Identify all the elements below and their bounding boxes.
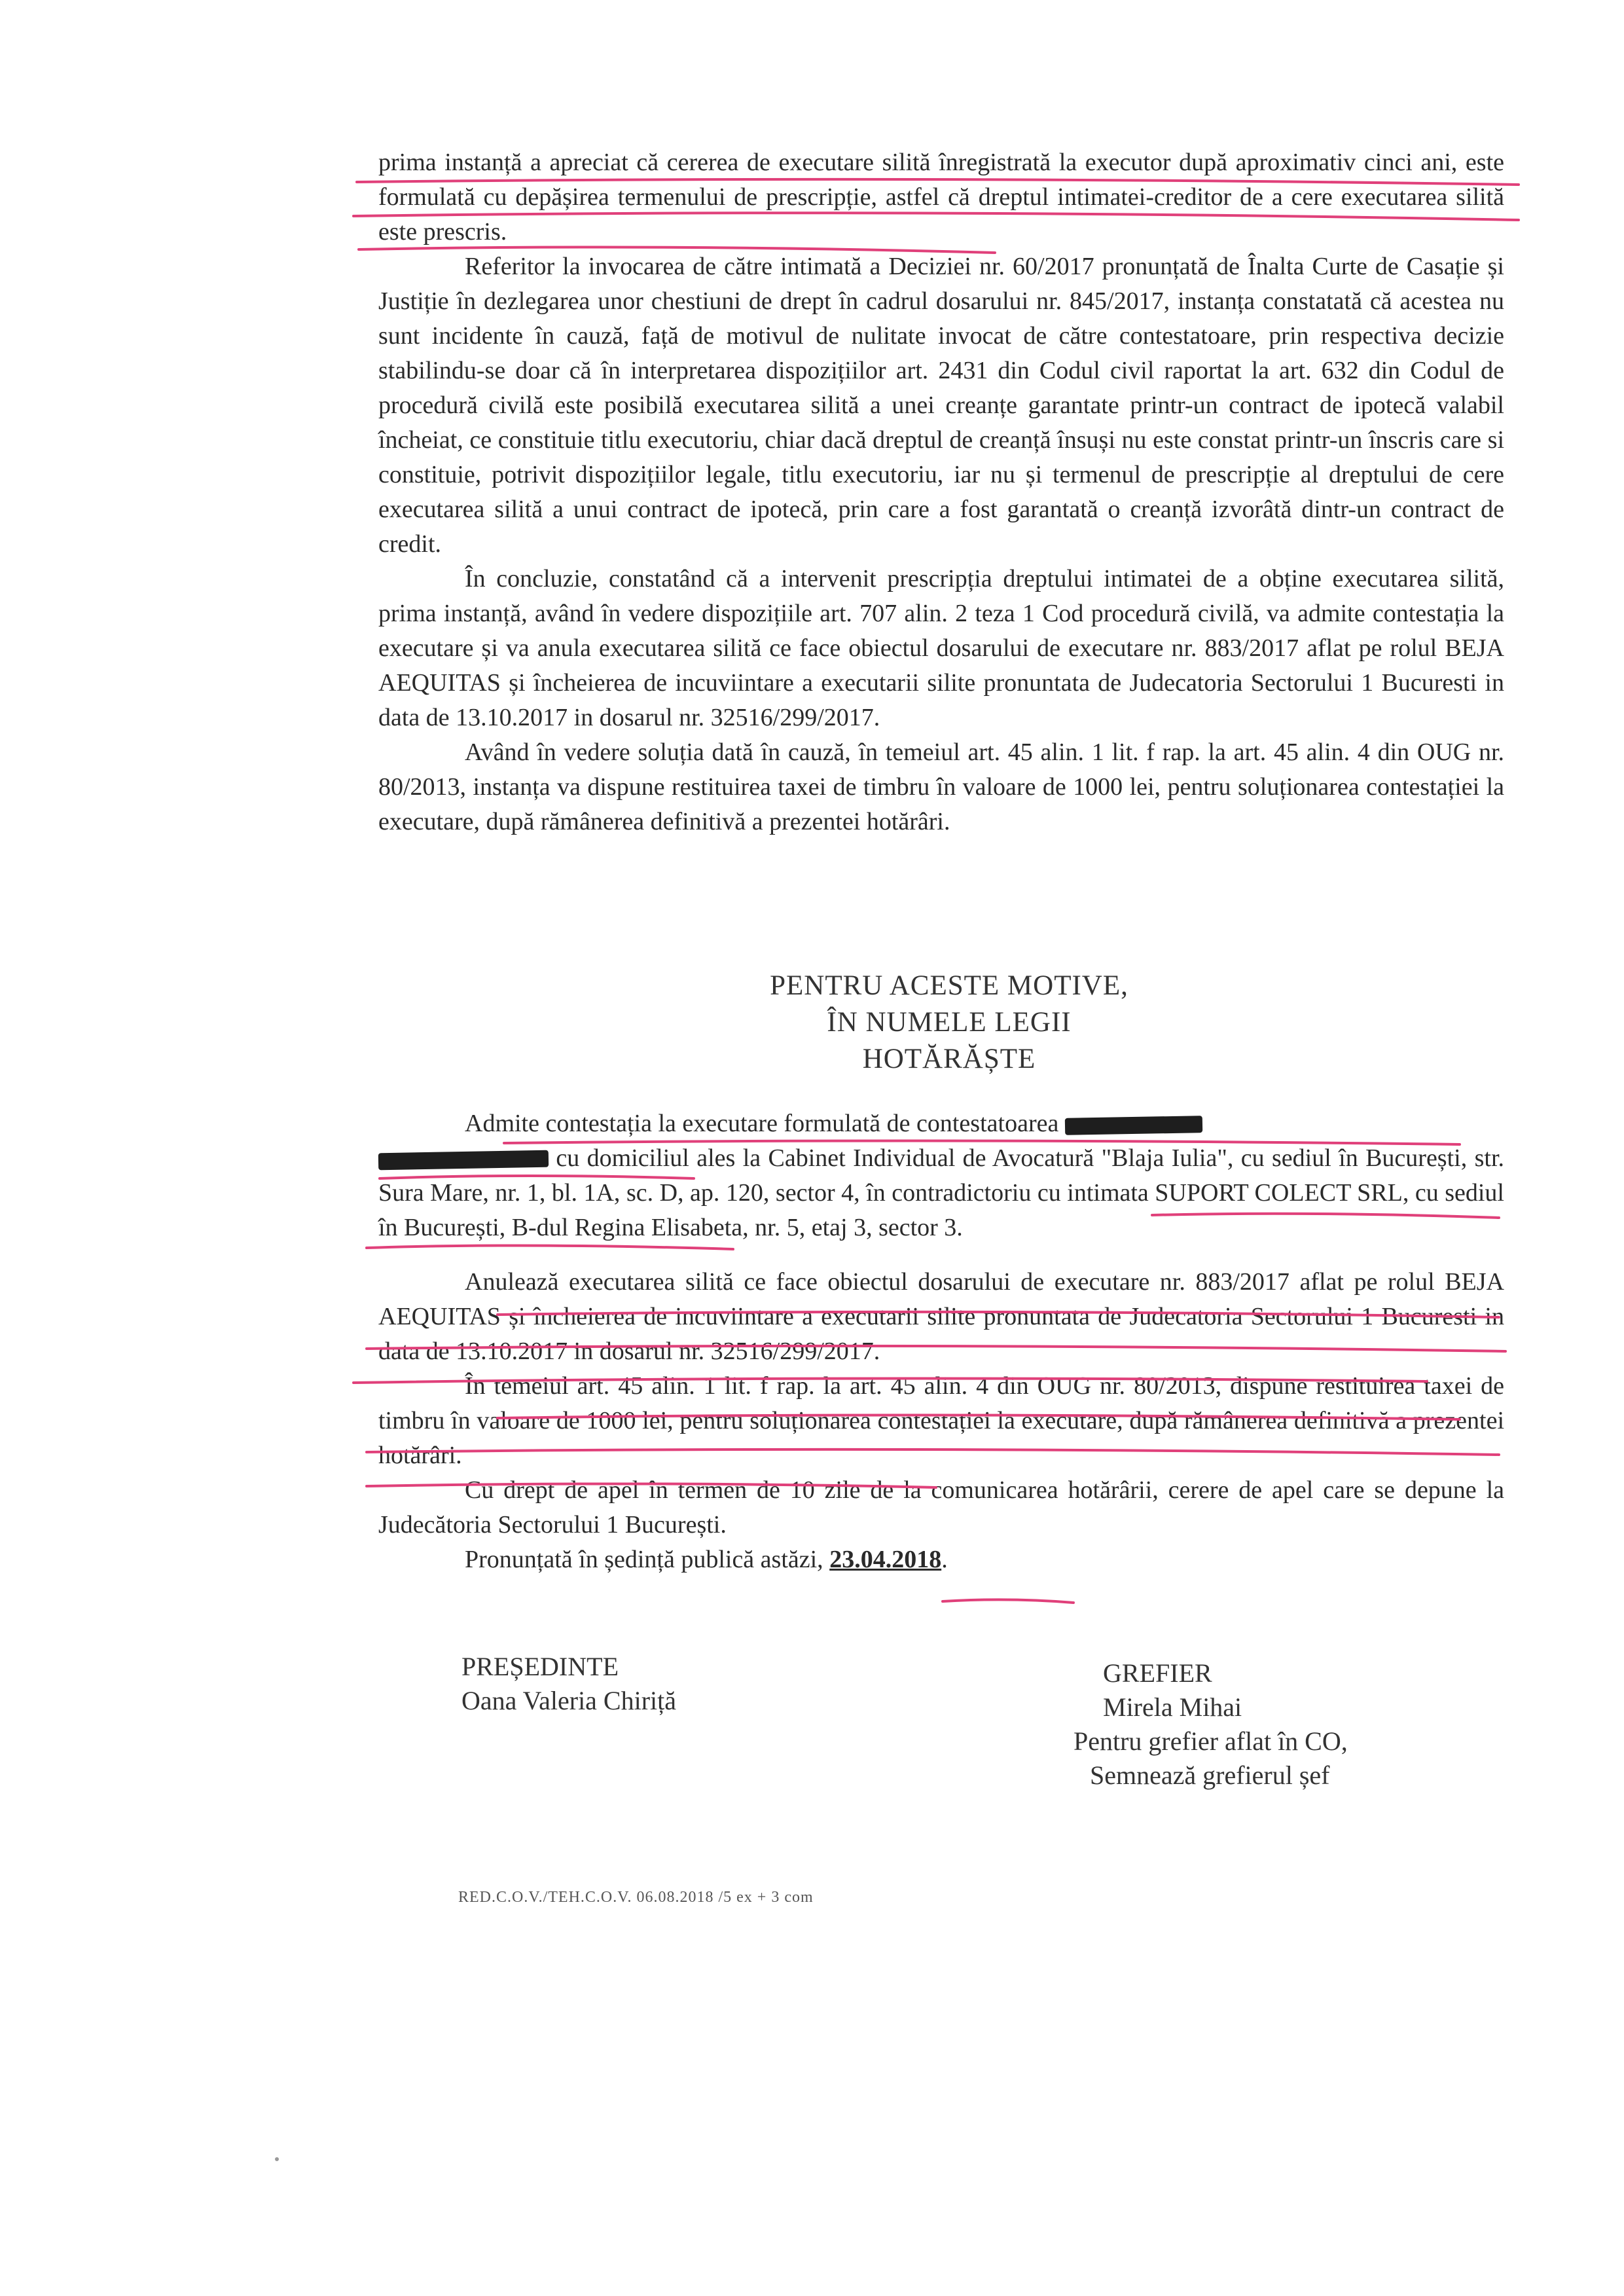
paragraph-conclusion: În concluzie, constatând că a intervenit prescripția dreptului intimatei de a obține executarea silită, prima instanță, având în vedere dispozițiile art. 707 alin. 2 teza 1 Cod procedură civilă, va admite contestația la executare și va anula executarea silită ce face obiectul dosarului de executare nr. 883/2017 aflat pe rolul BEJA AEQUITAS și încheierea de incuviintare a executarii silite pronuntata de Judecatoria Sectorului 1 Bucuresti in data de 13.10.2017 in dosarul nr. 32516/299/2017. xyxy=(378,565,1504,731)
heading-line-2: ÎN NUMELE LEGII xyxy=(827,1007,1072,1038)
scan-speck xyxy=(275,2157,279,2161)
clerk-note-2: Semnează grefierul șef xyxy=(1090,1760,1330,1790)
footer-reference: RED.C.O.V./TEH.C.O.V. 06.08.2018 /5 ex + 3 com xyxy=(458,1889,814,1906)
admite-text-rest: cu domiciliul ales la Cabinet Individual de Avocatură "Blaja Iulia", cu sediul în București, str. Sura Mare, nr. 1, bl. 1A, sc. D, ap. 120, sector 4, în contradictoriu cu intimata SUPORT COLECT SRL, cu sediul în București, B-dul Regina Elisabeta, nr. 5, etaj 3, sector 3. xyxy=(378,1144,1504,1241)
redacted-name-2 xyxy=(378,1150,549,1171)
clerk-name: Mirela Mihai xyxy=(1103,1692,1242,1722)
paragraph-restituire: În temeiul art. 45 alin. 1 lit. f rap. la art. 45 alin. 4 din OUG nr. 80/2013, dispune restituirea taxei de timbru în valoare de 1000 lei, pentru soluționarea contestației la executare, după rămânerea definitivă a prezentei hotărâri. xyxy=(378,1372,1504,1469)
redacted-name-1 xyxy=(1065,1116,1202,1135)
pronuntata-prefix: Pronunțată în ședință publică astăzi, xyxy=(465,1546,823,1573)
heading-line-1: PENTRU ACESTE MOTIVE, xyxy=(770,970,1128,1001)
signature-clerk xyxy=(1074,1656,1348,1793)
president-role: PREȘEDINTE xyxy=(461,1652,619,1681)
paragraph-anuleaza: Anulează executarea silită ce face obiectul dosarului de executare nr. 883/2017 aflat pe rolul BEJA AEQUITAS și încheierea de incuviintare a executarii silite pronuntata de Judecatoria Sectorului 1 Bucuresti in data de 13.10.2017 in dosarul nr. 32516/299/2017. xyxy=(378,1268,1504,1365)
clerk-note-1: Pentru grefier aflat în CO, xyxy=(1074,1726,1348,1756)
admite-text-start: Admite contestația la executare formulată de contestatoarea xyxy=(465,1110,1059,1137)
president-name: Oana Valeria Chiriță xyxy=(461,1686,677,1715)
pronuntata-suffix: . xyxy=(941,1546,948,1573)
paragraph-admite xyxy=(378,1106,1504,1245)
underline-mark-14 xyxy=(943,1599,1074,1603)
paragraph-prescription: prima instanță a apreciat că cererea de executare silită înregistrată la executor după aproximativ cinci ani, este formulată cu depășirea termenului de prescripție, astfel că dreptul intimatei-creditor de a cere executarea silită este prescris. xyxy=(378,149,1504,246)
dispositive-section xyxy=(378,1106,1504,1577)
signature-president xyxy=(461,1650,676,1718)
ruling-heading xyxy=(655,968,1244,1078)
paragraph-stamp-fee: Având în vedere soluția dată în cauză, în temeiul art. 45 alin. 1 lit. f rap. la art. 45 alin. 4 din OUG nr. 80/2013, instanța va dispune restituirea taxei de timbru în valoare de 1000 lei, pentru soluționarea contestației la executare, după rămânerea definitivă a prezentei hotărâri. xyxy=(378,738,1504,835)
paragraph-pronuntata xyxy=(378,1542,1504,1577)
paragraph-decision-60: Referitor la invocarea de către intimată a Deciziei nr. 60/2017 pronunțată de Înalta Curte de Casație și Justiție în dezlegarea unor chestiuni de drept în cadrul dosarului nr. 845/2017, instanța constatată că acestea nu sunt incidente în cauză, față de motivul de nulitate invocat de către contestatoare, prin respectiva decizie stabilindu-se doar că în interpretarea dispozițiilor art. 2431 din Codul civil raportat la art. 632 din Codul de procedură civilă este posibilă executarea silită a unei creanțe garantate printr-un contract de ipotecă valabil încheiat, ce constituie titlu executoriu, chiar dacă dreptul de creanță însuși nu este constat printr-un înscris care si constituie, potrivit dispozițiilor legale, titlu executoriu, iar nu și termenul de prescripție al dreptului de cere executarea silită a unui contract de ipotecă, prin care a fost garantată o creanță izvorâtă dintr-un contract de credit. xyxy=(378,253,1504,558)
reasoning-section xyxy=(378,145,1504,839)
pronuntata-date: 23.04.2018 xyxy=(829,1546,942,1573)
clerk-role: GREFIER xyxy=(1103,1658,1212,1688)
paragraph-apel: Cu drept de apel în termen de 10 zile de la comunicarea hotărârii, cerere de apel care se depune la Judecătoria Sectorului 1 București. xyxy=(378,1476,1504,1539)
heading-line-3: HOTĂRĂȘTE xyxy=(862,1044,1036,1074)
